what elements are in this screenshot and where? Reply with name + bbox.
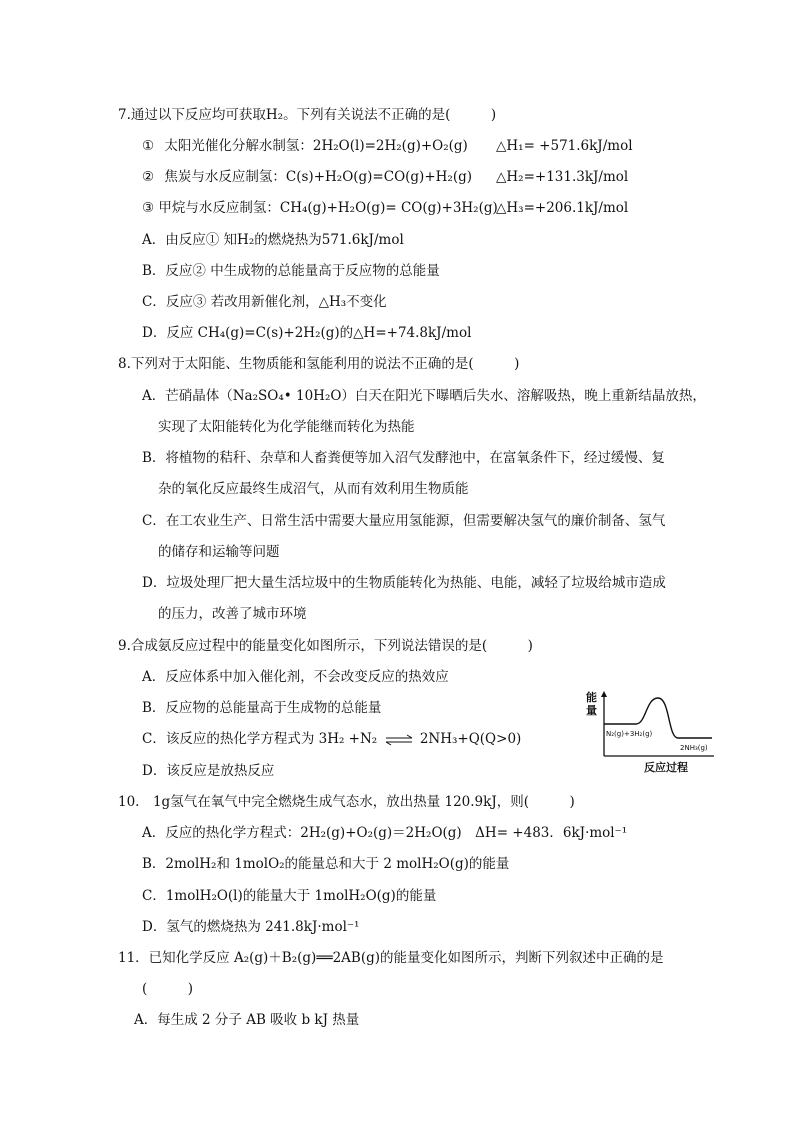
q7-option-b: B．反应② 中生成物的总能量高于反应物的总能量 bbox=[142, 263, 440, 279]
q7-option-d: D．反应 CH₄(g)=C(s)+2H₂(g)的△H=+74.8kJ/mol bbox=[142, 325, 472, 341]
q9-stem: 9.合成氨反应过程中的能量变化如图所示，下列说法错误的是( ) bbox=[118, 638, 533, 654]
q9-option-b: B．反应物的总能量高于生成物的总能量 bbox=[142, 700, 382, 716]
q11-paren: ( ) bbox=[142, 981, 194, 997]
q10-option-a: A．反应的热化学方程式：2H₂(g)+O₂(g)＝2H₂O(g) ΔH= +483．6kJ·mol⁻¹ bbox=[142, 825, 628, 841]
q8-option-d-line1: D．垃圾处理厂把大量生活垃圾中的生物质能转化为热能、电能，减轻了垃圾给城市造成 bbox=[142, 575, 666, 591]
q8-option-b-line2: 杂的氧化反应最终生成沼气，从而有效利用生物质能 bbox=[158, 481, 469, 497]
q8-option-d-line2: 的压力，改善了城市环境 bbox=[158, 606, 307, 622]
q8-option-c-line1: C．在工农业生产、日常生活中需要大量应用氢能源，但需要解决氢气的廉价制备、氢气 bbox=[142, 513, 666, 529]
q7-reaction-1 bbox=[142, 137, 468, 155]
diagram-ylabel-2: 量 bbox=[586, 704, 597, 717]
q8-option-a-line2: 实现了太阳能转化为化学能继而转化为热能 bbox=[158, 419, 415, 435]
diagram-reactants-label: N₂(g)+3H₂(g) bbox=[606, 730, 653, 738]
q7-reaction-3 bbox=[142, 199, 498, 217]
q7-reaction-1-dh: △H₁= +571.6kJ/mol bbox=[496, 138, 633, 154]
q11-option-a: A．每生成 2 分子 AB 吸收 b kJ 热量 bbox=[134, 1012, 360, 1028]
q7-reaction-3-text: 甲烷与水反应制氢：CH₄(g)+H₂O(g)= CO(g)+3H₂(g) bbox=[158, 200, 498, 216]
q7-reaction-2-text: 焦炭与水反应制氢：C(s)+H₂O(g)=CO(g)+H₂(g) bbox=[164, 169, 472, 185]
q7-reaction-3-dh: △H₃=+206.1kJ/mol bbox=[496, 200, 629, 216]
q7-reaction-1-text: 太阳光催化分解水制氢：2H₂O(l)=2H₂(g)+O₂(g) bbox=[164, 138, 468, 154]
q7-reaction-2-label: ② bbox=[142, 169, 155, 185]
q7-option-a: A．由反应① 知H₂的燃烧热为571.6kJ/mol bbox=[142, 232, 404, 248]
q7-stem: 7.通过以下反应均可获取H₂。下列有关说法不正确的是( ) bbox=[118, 107, 497, 123]
q10-option-d: D．氢气的燃烧热为 241.8kJ·mol⁻¹ bbox=[142, 919, 360, 935]
q8-option-a-line1: A．芒硝晶体（Na₂SO₄• 10H₂O）白天在阳光下曝晒后失水、溶解吸热，晚上重新结晶放热， bbox=[142, 388, 706, 404]
q9-option-d: D．该反应是放热反应 bbox=[142, 763, 275, 779]
q9-option-c bbox=[142, 730, 521, 748]
diagram-products-label: 2NH₃(g) bbox=[680, 744, 708, 752]
q10-option-c: C．1molH₂O(l)的能量大于 1molH₂O(g)的能量 bbox=[142, 888, 437, 904]
diagram-xlabel: 反应过程 bbox=[644, 761, 688, 774]
q11-stem: 11．已知化学反应 A₂(g)＋B₂(g)══2AB(g)的能量变化如图所示，判断下列叙述中正确的是 bbox=[118, 950, 664, 966]
q9-option-a: A．反应体系中加入催化剂，不会改变反应的热效应 bbox=[142, 669, 449, 685]
q8-option-c-line2: 的储存和运输等问题 bbox=[158, 544, 280, 560]
diagram-y-arrow-icon bbox=[601, 691, 607, 697]
q7-reaction-1-label: ① bbox=[142, 138, 155, 154]
q7-reaction-3-label: ③ bbox=[142, 200, 155, 216]
q9-option-c-rhs: 2NH₃+Q(Q>0) bbox=[419, 731, 522, 747]
q10-option-b: B．2molH₂和 1molO₂的能量总和大于 2 molH₂O(g)的能量 bbox=[142, 856, 510, 872]
q8-option-b-line1: B．将植物的秸秆、杂草和人畜粪便等加入沼气发酵池中，在富氧条件下，经过缓慢、复 bbox=[142, 450, 665, 466]
q7-reaction-2 bbox=[142, 168, 472, 186]
q7-option-c: C．反应③ 若改用新催化剂，△H₃不变化 bbox=[142, 294, 387, 310]
q8-stem: 8.下列对于太阳能、生物质能和氢能利用的说法不正确的是( ) bbox=[118, 356, 520, 372]
diagram-ylabel-1: 能 bbox=[586, 691, 597, 704]
q9-option-c-lhs: C．该反应的热化学方程式为 3H₂ +N₂ bbox=[142, 731, 378, 747]
energy-diagram bbox=[586, 690, 722, 774]
q10-stem: 10. 1g氢气在氧气中完全燃烧生成气态水，放出热量 120.9kJ，则( ) bbox=[118, 794, 575, 810]
q7-reaction-2-dh: △H₂=+131.3kJ/mol bbox=[496, 169, 629, 185]
equilibrium-arrow-icon bbox=[384, 734, 414, 746]
